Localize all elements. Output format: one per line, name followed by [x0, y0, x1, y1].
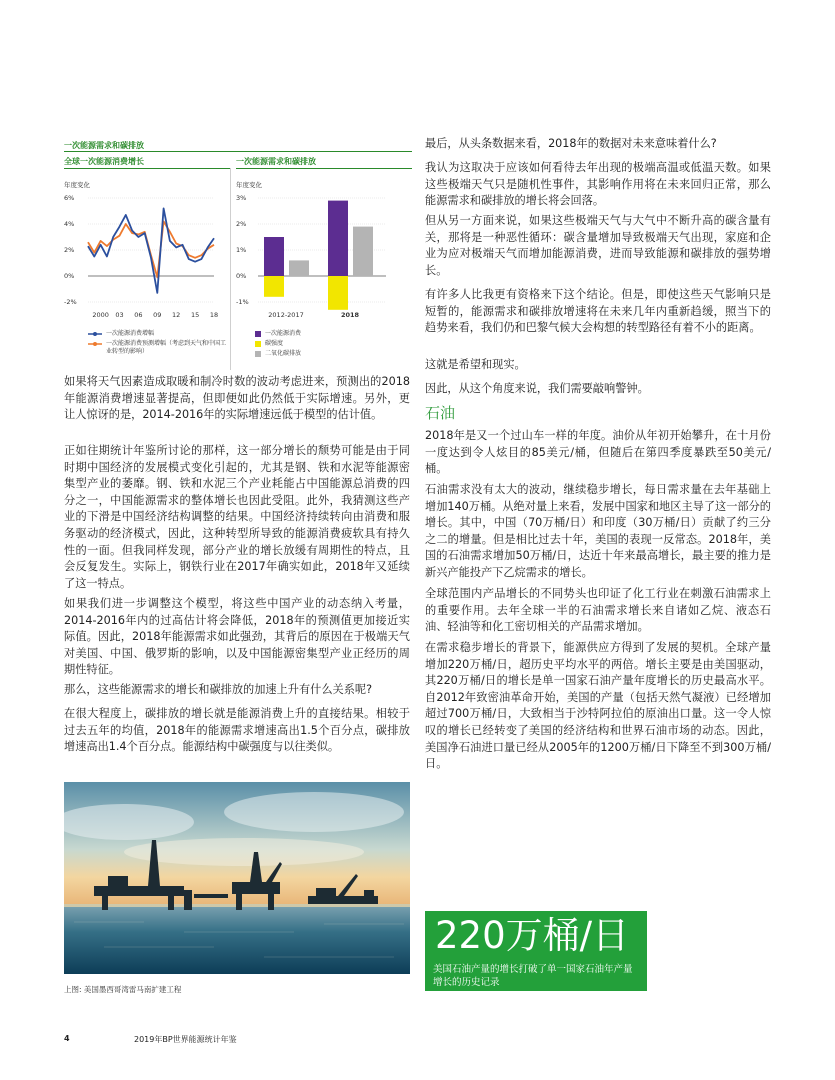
- x-tick-label: 2018: [340, 311, 360, 319]
- footer-title: 2019年BP世界能源统计年鉴: [134, 1035, 237, 1044]
- y-tick-label: 6%: [64, 194, 75, 202]
- y-tick-label: -2%: [64, 298, 77, 306]
- x-tick-label: 15: [190, 311, 200, 319]
- body-paragraph: 正如往期统计年鉴所讨论的那样，这一部分增长的颓势可能是由于同时期中国经济的发展模式变化引起的，尤其是钢、铁和水泥等能源密集型产业的萎靡。钢、铁和水泥三个产业耗能占中国能源总消费的四分之一，中国能源需求的整体增长也因此受阻。此外，我猜测这些产业的下滑是中国经济结构调整的结果。中国经济持续转向由消费和服务驱动的经济模式，因此，这种转型所导致的能源消费疲软具有持久性的一面。但我同样发现，部分产业的增长放缓有周期性的特点，且会反复发生。实际上，钢铁行业在2017年确实如此，2018年又延续了这一特点。: [64, 444, 410, 590]
- legend-line-marker: [88, 340, 102, 348]
- body-paragraph: 但从另一方面来说，如果这些极端天气与大气中不断升高的碳含量有关，那将是一种恶性循环：碳含量增加导致极端天气出现，家庭和企业为应对极端天气而增加能源消费，进而导致能源和碳排放的强势增长。: [425, 214, 771, 277]
- body-paragraph: 2018年是又一个过山车一样的年度。油价从年初开始攀升，在十月份一度达到令人炫目的85美元/桶，但随后在第四季度暴跌至50美元/桶。: [425, 429, 771, 476]
- section-heading-oil: 石油: [425, 404, 456, 422]
- body-paragraph: 有许多人比我更有资格来下这个结论。但是，即使这些天气影响只是短暂的，能源需求和碳排放增速将在未来几年内重新趋缓，照当下的趋势来看，我们仍和巴黎气候大会构想的转型路径有着不小的距离。: [425, 288, 771, 335]
- callout-number: 220万桶/日: [435, 914, 630, 957]
- body-paragraph: 这就是希望和现实。: [425, 358, 526, 371]
- legend-label: 一次能源消费增幅: [106, 330, 155, 337]
- body-paragraph: 在很大程度上，碳排放的增长就是能源消费上升的直接结果。相较于过去五年的均值，2018年的能源需求增速高出1.5个百分点，碳排放增速高出1.4个百分点。能源结构中碳强度与以往类似。: [64, 707, 410, 754]
- body-paragraph: 最后，从头条数据来看，2018年的数据对未来意味着什么?: [425, 137, 717, 150]
- x-tick-label: 18: [209, 311, 219, 319]
- right-subtitle-rule: [236, 168, 412, 169]
- legend-entry: [88, 340, 228, 356]
- left-chart-subtitle: 全球一次能源消费增长: [64, 157, 144, 166]
- legend-entry: [255, 350, 405, 358]
- body-paragraph: 如果将天气因素造成取暖和制冷时数的波动考虑进来，预测出的2018年能源消费增速显著提高，但即便如此仍然低于实际增速。另外，更让人惊讶的是，2014-2016年的实际增速远低于模型的估计值。: [64, 375, 410, 422]
- line-legend: [88, 330, 228, 356]
- y-tick-label: 1%: [236, 246, 247, 254]
- legend-swatch: [255, 351, 261, 357]
- legend-swatch: [255, 341, 261, 347]
- legend-label: 碳强度: [265, 340, 284, 347]
- x-tick-label: 06: [134, 311, 143, 319]
- series-line: [88, 208, 214, 293]
- legend-swatch: [255, 331, 261, 337]
- y-tick-label: 3%: [236, 194, 247, 202]
- y-tick-label: 0%: [236, 272, 247, 280]
- bar-energy-consumption: [328, 201, 348, 276]
- x-tick-label: 2012-2017: [268, 311, 304, 319]
- bar-energy-consumption: [264, 237, 284, 276]
- offshore-platform-photo: [64, 782, 410, 974]
- body-paragraph: 在需求稳步增长的背景下，能源供应方得到了发展的契机。全球产量增加220万桶/日，超历史平均水平的两倍。增长主要是由美国驱动，其220万桶/日的增长是单一国家石油产量年度增长的历史最高水平。自2012年致密油革命开始，美国的产量（包括天然气凝液）已经增加超过700万桶/日，大致相当于沙特阿拉伯的原油出口量。这一令人惊叹的增长已经转变了美国的经济结构和世界石油市场的动态。因此，美国净石油进口量已经从2005年的1200万桶/日下降至不到300万桶/日。: [425, 641, 771, 771]
- bar-co2-emissions: [353, 227, 373, 276]
- line-chart: [64, 176, 230, 324]
- y-tick-label: 0%: [64, 272, 75, 280]
- legend-label: 一次能源消费预测增幅（考虑到天气和中国工业转型的影响）: [106, 340, 227, 355]
- callout-text: 美国石油产量的增长打破了单一国家石油年产量增长的历史记录: [433, 964, 633, 988]
- x-tick-label: 2000: [92, 311, 109, 319]
- legend-entry: [255, 330, 405, 338]
- y-axis-label: 年度变化: [64, 181, 90, 189]
- body-paragraph: 因此，从这个角度来说，我们需要敲响警钟。: [425, 382, 649, 395]
- legend-label: 一次能源消费: [265, 330, 302, 337]
- body-paragraph: 全球范围内产品增长的不同势头也印证了化工行业在刺激石油需求上的重要作用。去年全球一半的石油需求增长来自诸如乙烷、液态石油、轻油等和化工密切相关的产品需求增加。: [425, 587, 771, 634]
- y-tick-label: 2%: [236, 220, 247, 228]
- legend-line-marker: [88, 330, 102, 338]
- bar-carbon-intensity: [328, 276, 348, 310]
- bar-co2-emissions: [289, 260, 309, 276]
- x-tick-label: 03: [115, 311, 124, 319]
- page-number: 4: [64, 1034, 70, 1043]
- y-axis-label: 年度变化: [236, 181, 262, 189]
- right-chart-subtitle: 一次能源需求和碳排放: [236, 157, 316, 166]
- series-line: [88, 221, 214, 277]
- bar-chart: [236, 176, 412, 324]
- legend-entry: [88, 330, 228, 338]
- legend-entry: [255, 340, 405, 348]
- x-tick-label: 12: [172, 311, 181, 319]
- figure-rule: [64, 151, 412, 152]
- body-paragraph: 我认为这取决于应该如何看待去年出现的极端高温或低温天数。如果这些极端天气只是随机性事件，其影响作用将在未来回归正常，那么能源需求和碳排放的增长将会回落。: [425, 161, 771, 208]
- bar-carbon-intensity: [264, 276, 284, 297]
- chart-divider: [230, 168, 231, 370]
- bar-legend: [255, 330, 405, 358]
- y-tick-label: 4%: [64, 220, 75, 228]
- y-tick-label: 2%: [64, 246, 75, 254]
- body-paragraph: 那么，这些能源需求的增长和碳排放的加速上升有什么关系呢?: [64, 683, 373, 696]
- body-paragraph: 如果我们进一步调整这个模型，将这些中国产业的动态纳入考量，2014-2016年内的过高估计将会降低，2018年的预测值更加接近实际值。因此，2018年能源需求如此强劲，其背后的原因在于极端天气对美国、中国、俄罗斯的影响，以及中国能源密集型产业正经历的周期性特征。: [64, 597, 410, 677]
- body-paragraph: 石油需求没有太大的波动，继续稳步增长，每日需求量在去年基础上增加140万桶。从绝对量上来看，发展中国家和地区主导了这一部分的增长。其中，中国（70万桶/日）和印度（30万桶/日）贡献了约三分之二的增量。但是相比过去十年，美国的表现一反常态。2018年，美国的石油需求增加50万桶/日，达近十年来最高增长，最主要的推力是新兴产能投产下乙烷需求的增长。: [425, 483, 771, 579]
- figure-title: 一次能源需求和碳排放: [64, 141, 144, 150]
- legend-label: 二氧化碳排放: [265, 350, 302, 357]
- photo-caption: 上图: 美国墨西哥湾雷马南扩建工程: [64, 985, 182, 994]
- y-tick-label: -1%: [236, 298, 249, 306]
- left-subtitle-rule: [64, 168, 230, 169]
- callout-box: [425, 911, 647, 991]
- x-tick-label: 09: [153, 311, 162, 319]
